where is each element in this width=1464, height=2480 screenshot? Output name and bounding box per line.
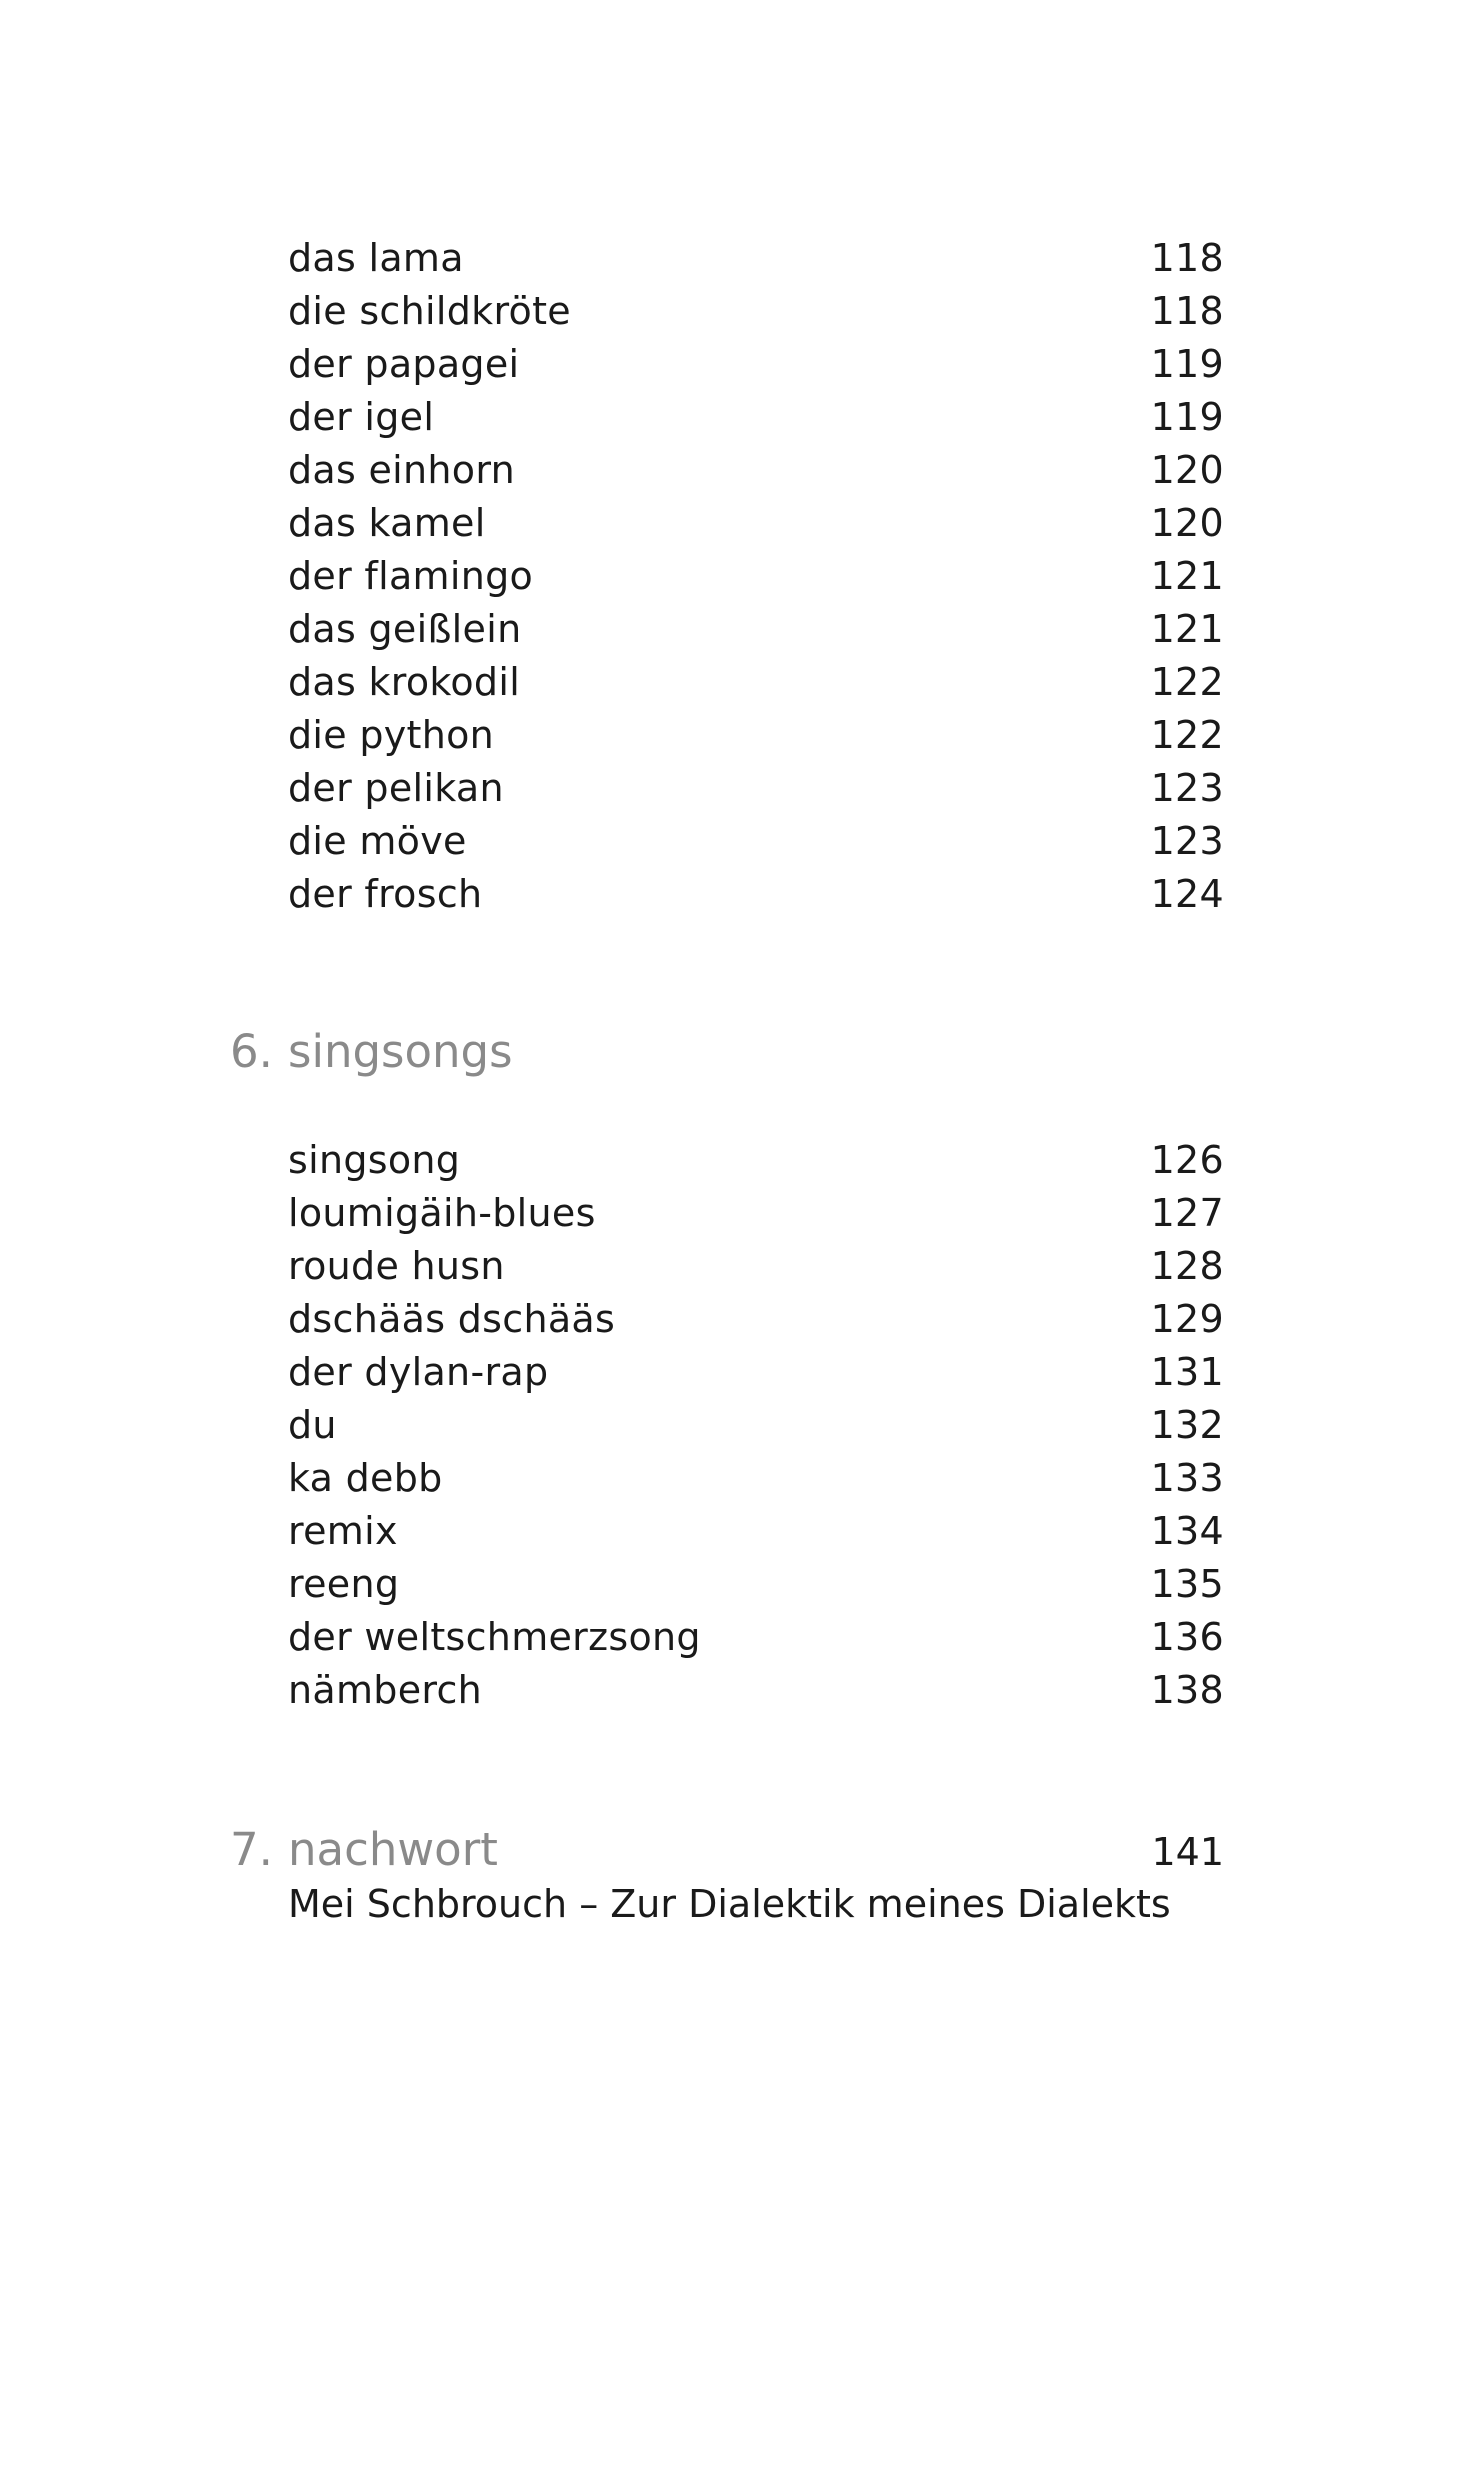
- entry-page: 134: [1150, 1509, 1224, 1553]
- entry-page: 131: [1150, 1350, 1224, 1394]
- entry-page: 122: [1150, 660, 1224, 704]
- toc-entry: [288, 391, 1224, 444]
- entry-title: singsong: [288, 1138, 461, 1182]
- entry-page: 128: [1150, 1244, 1224, 1288]
- entry-title: remix: [288, 1509, 398, 1553]
- section-heading-6: [230, 1022, 1224, 1082]
- section-6-entries: [288, 1134, 1224, 1717]
- entry-title: der frosch: [288, 872, 483, 916]
- entry-page: 135: [1150, 1562, 1224, 1606]
- entry-title: der flamingo: [288, 554, 534, 598]
- entry-title: der pelikan: [288, 766, 504, 810]
- toc-entry: [288, 1134, 1224, 1187]
- entry-page: 132: [1150, 1403, 1224, 1447]
- entry-title: der igel: [288, 395, 435, 439]
- toc-entry: [288, 656, 1224, 709]
- entry-title: ka debb: [288, 1456, 443, 1500]
- entry-title: nämberch: [288, 1668, 483, 1712]
- entry-page: 119: [1150, 342, 1224, 386]
- section-5-entries: [288, 232, 1224, 921]
- entry-page: 119: [1150, 395, 1224, 439]
- toc-entry: [288, 285, 1224, 338]
- section-heading-7: [230, 1820, 1224, 1882]
- entry-page: 138: [1150, 1668, 1224, 1712]
- toc-entry: [288, 1240, 1224, 1293]
- toc-entry: [288, 497, 1224, 550]
- toc-entry: [288, 1505, 1224, 1558]
- entry-page: 121: [1150, 554, 1224, 598]
- toc-entry: [288, 1293, 1224, 1346]
- entry-page: 127: [1150, 1191, 1224, 1235]
- section-number: 7.: [230, 1823, 273, 1876]
- toc-entry: [288, 603, 1224, 656]
- section-number: 6.: [230, 1025, 273, 1078]
- toc-entry: [288, 709, 1224, 762]
- entry-page: 133: [1150, 1456, 1224, 1500]
- entry-page: 120: [1150, 501, 1224, 545]
- entry-title: die python: [288, 713, 495, 757]
- toc-entry: [288, 444, 1224, 497]
- entry-page: 123: [1150, 766, 1224, 810]
- entry-page: 136: [1150, 1615, 1224, 1659]
- entry-title: der weltschmerzsong: [288, 1615, 701, 1659]
- section-page: 141: [1151, 1830, 1224, 1874]
- toc-entry: [288, 1558, 1224, 1611]
- entry-title: der dylan-rap: [288, 1350, 549, 1394]
- entry-title: das lama: [288, 236, 464, 280]
- entry-title: das einhorn: [288, 448, 515, 492]
- toc-entry: [288, 338, 1224, 391]
- toc-entry: [288, 1346, 1224, 1399]
- toc-entry: [288, 1187, 1224, 1240]
- toc-entry: [288, 1611, 1224, 1664]
- entry-title: reeng: [288, 1562, 400, 1606]
- entry-title: das krokodil: [288, 660, 521, 704]
- section-title: singsongs: [288, 1025, 513, 1078]
- entry-title: loumigäih-blues: [288, 1191, 596, 1235]
- entry-page: 122: [1150, 713, 1224, 757]
- entry-page: 120: [1150, 448, 1224, 492]
- entry-title: du: [288, 1403, 337, 1447]
- entry-page: 123: [1150, 819, 1224, 863]
- entry-title: das kamel: [288, 501, 486, 545]
- toc-entry: [288, 762, 1224, 815]
- toc-entry: [288, 815, 1224, 868]
- entry-page: 121: [1150, 607, 1224, 651]
- toc-entry: [288, 868, 1224, 921]
- toc-entry: [288, 1452, 1224, 1505]
- entry-title: die möve: [288, 819, 467, 863]
- entry-page: 129: [1150, 1297, 1224, 1341]
- entry-page: 118: [1150, 236, 1224, 280]
- toc-entry: [288, 1664, 1224, 1717]
- entry-title: das geißlein: [288, 607, 522, 651]
- entry-page: 124: [1150, 872, 1224, 916]
- toc-entry: [288, 550, 1224, 603]
- section-subtitle: Mei Schbrouch – Zur Dialektik meines Dialekts: [288, 1882, 1171, 1926]
- entry-title: die schildkröte: [288, 289, 571, 333]
- entry-page: 126: [1150, 1138, 1224, 1182]
- entry-title: roude husn: [288, 1244, 505, 1288]
- entry-title: der papagei: [288, 342, 520, 386]
- section-title: nachwort: [288, 1823, 498, 1876]
- entry-page: 118: [1150, 289, 1224, 333]
- toc-entry: [288, 1399, 1224, 1452]
- toc-entry: [288, 232, 1224, 285]
- entry-title: dschääs dschääs: [288, 1297, 616, 1341]
